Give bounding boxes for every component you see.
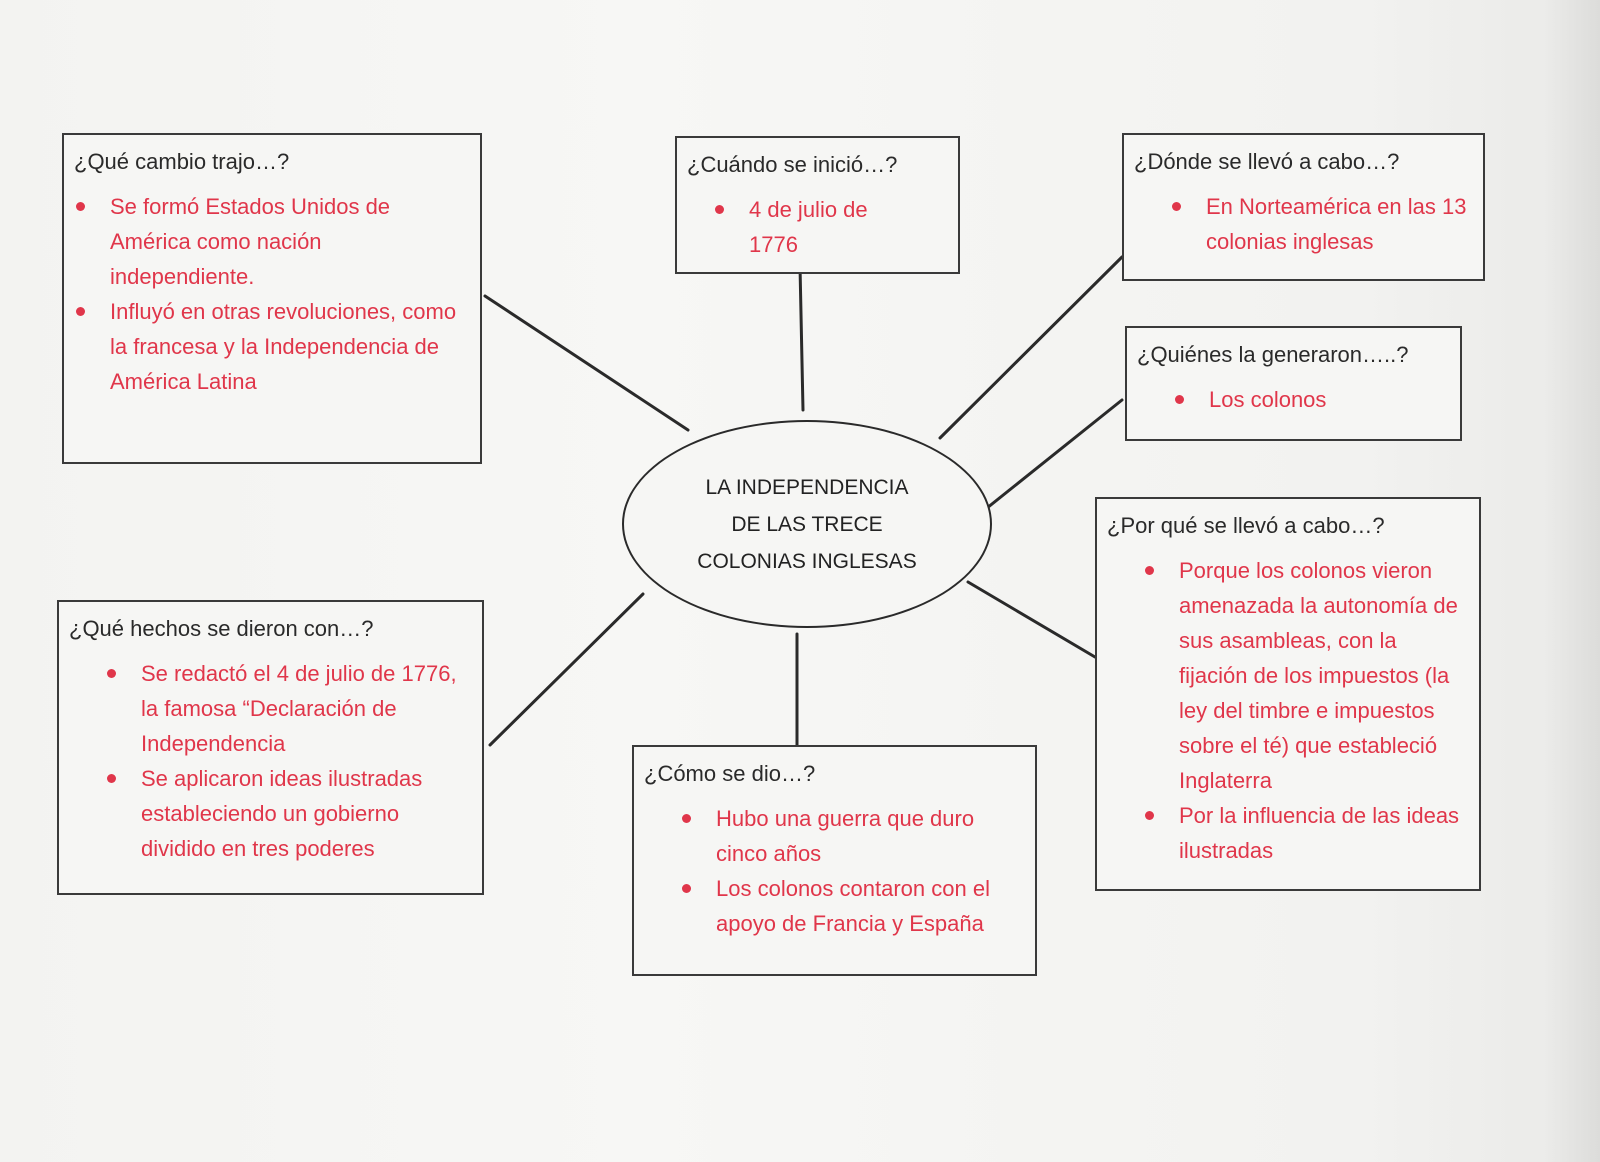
- list-item: Hubo una guerra que duro cinco años: [680, 801, 1023, 871]
- connector-donde: [940, 257, 1122, 438]
- list-item: Los colonos: [1173, 382, 1448, 417]
- node-porque: [1095, 497, 1481, 891]
- list-item: Los colonos contaron con el apoyo de Francia y España: [680, 871, 1023, 941]
- list-item: Se formó Estados Unidos de América como nación independiente.: [74, 189, 468, 294]
- node-donde-list: [1134, 189, 1471, 259]
- node-cambio-question: ¿Qué cambio trajo…?: [74, 149, 290, 174]
- node-como-question: ¿Cómo se dio…?: [644, 761, 816, 786]
- node-como-list: [644, 801, 1023, 941]
- list-item: Por la influencia de las ideas ilustradas: [1143, 798, 1467, 868]
- central-topic-title: LA INDEPENDENCIA DE LAS TRECE COLONIAS INGLESAS: [697, 475, 917, 573]
- list-item: Se aplicaron ideas ilustradas estableciendo un gobierno dividido en tres poderes: [105, 761, 470, 866]
- node-quienes-question: ¿Quiénes la generaron…..?: [1137, 342, 1409, 367]
- node-porque-list: [1107, 553, 1467, 868]
- list-item: Se redactó el 4 de julio de 1776, la famosa “Declaración de Independencia: [105, 656, 470, 761]
- node-cambio-list: [74, 189, 468, 399]
- node-cuando-list: [687, 192, 946, 262]
- node-cuando: [675, 136, 960, 274]
- node-cambio: [62, 133, 482, 464]
- node-donde: [1122, 133, 1485, 281]
- node-hechos-list: [69, 656, 470, 866]
- node-como: [632, 745, 1037, 976]
- connector-hechos: [490, 594, 643, 745]
- central-topic: [622, 420, 992, 628]
- node-quienes-list: [1137, 382, 1448, 417]
- connector-porque: [968, 582, 1095, 657]
- connector-quienes: [982, 400, 1122, 512]
- connector-cuando: [800, 266, 803, 410]
- node-quienes: [1125, 326, 1462, 441]
- list-item: Influyó en otras revoluciones, como la francesa y la Independencia de América Latina: [74, 294, 468, 399]
- node-cuando-question: ¿Cuándo se inició…?: [687, 152, 898, 177]
- node-porque-question: ¿Por qué se llevó a cabo…?: [1107, 513, 1385, 538]
- node-donde-question: ¿Dónde se llevó a cabo…?: [1134, 149, 1400, 174]
- node-hechos: [57, 600, 484, 895]
- connector-cambio: [485, 296, 688, 430]
- list-item: En Norteamérica en las 13 colonias inglesas: [1170, 189, 1486, 259]
- list-item: 4 de julio de 1776: [713, 192, 919, 262]
- node-hechos-question: ¿Qué hechos se dieron con…?: [69, 616, 374, 641]
- list-item: Porque los colonos vieron amenazada la autonomía de sus asambleas, con la fijación de los impuestos (la ley del timbre e impuestos sobre el té) que estableció Inglaterra: [1143, 553, 1467, 798]
